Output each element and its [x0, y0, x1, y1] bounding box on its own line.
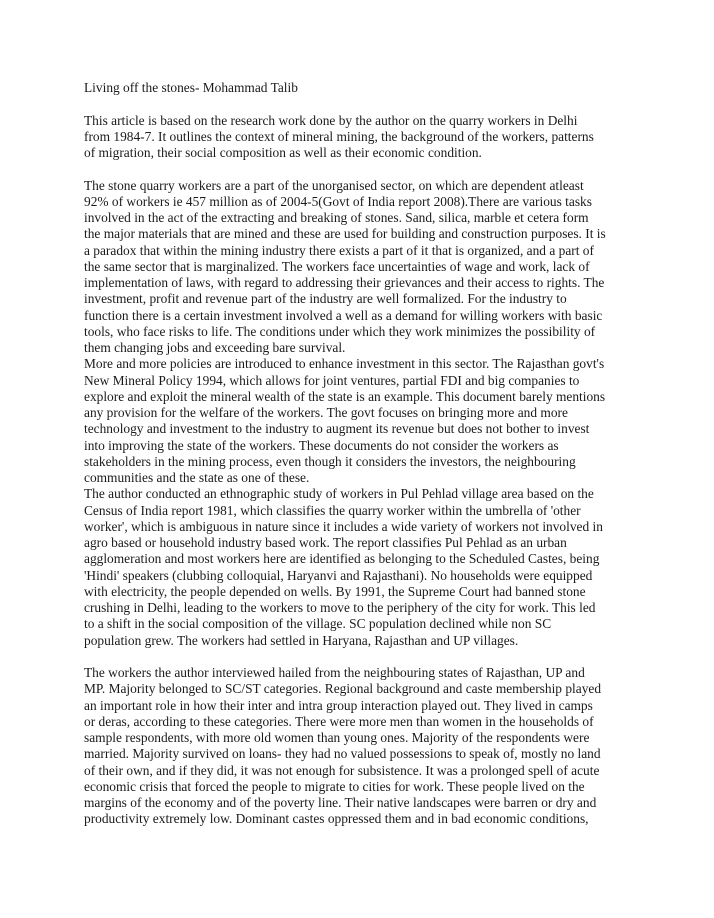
paragraph-workers-background: The workers the author interviewed hailed from the neighbouring states of Rajasthan, UP and MP. Majority belonged to SC/ST categories. Regional background and caste membership played an important role in how their inter and intra group interaction played out. They lived in camps or deras, according to these categories. There were more men than women in the households of sample respondents, with more old women than young ones. Majority of the respondents were married. Majority survived on loans- they had no valued possessions to speak of, mostly no land of their own, and if they did, it was not enough for subsistence. It was a prolonged spell of acute economic crisis that forced the people to migrate to cities for work. These people lived on the margins of the economy and of the poverty line. Their native landscapes were barren or dry and productivity extremely low. Dominant castes oppressed them and in bad economic conditions,: [84, 665, 602, 827]
paragraph-gap: [84, 96, 644, 112]
paragraph-intro: This article is based on the research work done by the author on the quarry workers in Delhi from 1984-7. It outlines the context of mineral mining, the background of the workers, patterns of migration, their social composition as well as their economic condition.: [84, 112, 594, 160]
paragraph-gap: [84, 161, 644, 177]
document-title: Living off the stones- Mohammad Talib: [84, 80, 298, 95]
paragraph-ethnographic-study: The author conducted an ethnographic study of workers in Pul Pehlad village area based on the Census of India report 1981, which classifies the quarry worker within the umbrella of 'other worker', which is ambiguous in nature since it includes a wide variety of workers not involved in agro based or household industry based work. The report classifies Pul Pehlad as an urban agglomeration and most workers here are identified as belonging to the Scheduled Castes, being 'Hindi' speakers (clubbing colloquial, Haryanvi and Rajasthani). No households were equipped with electricity, the people depended on wells. By 1991, the Supreme Court had banned stone crushing in Delhi, leading to the workers to move to the periphery of the city for work. This led to a shift in the social composition of the village. SC population declined while non SC population grew. The workers had settled in Haryana, Rajasthan and UP villages.: [84, 486, 603, 648]
paragraph-policies: More and more policies are introduced to enhance investment in this sector. The Rajasthan govt's New Mineral Policy 1994, which allows for joint ventures, partial FDI and big companies to explore and exploit the mineral wealth of the state is an example. This document barely mentions any provision for the welfare of the workers. The govt focuses on bringing more and more technology and investment to the industry to augment its revenue but does not bother to invest into improving the state of the workers. These documents do not consider the workers as stakeholders in the mining process, even though it considers the investors, the neighbouring communities and the state as one of these.: [84, 356, 606, 485]
paragraph-unorganised-sector: The stone quarry workers are a part of the unorganised sector, on which are dependent atleast 92% of workers ie 457 million as of 2004-5(Govt of India report 2008).There are various tasks involved in the act of the extracting and breaking of stones. Sand, silica, marble et cetera form the major materials that are mined and these are used for building and construction purposes. It is a paradox that within the mining industry there exists a part of it that is organized, and a part of the same sector that is marginalized. The workers face uncertainties of wage and work, lack of implementation of laws, with regard to addressing their grievances and their access to rights. The investment, profit and revenue part of the industry are well formalized. For the industry to function there is a certain investment involved a well as a demand for willing workers with basic tools, who face risks to life. The conditions under which they work minimizes the possibility of them changing jobs and exceeding bare survival.: [84, 177, 606, 355]
paragraph-gap: [84, 649, 644, 665]
document-page: [84, 80, 644, 828]
